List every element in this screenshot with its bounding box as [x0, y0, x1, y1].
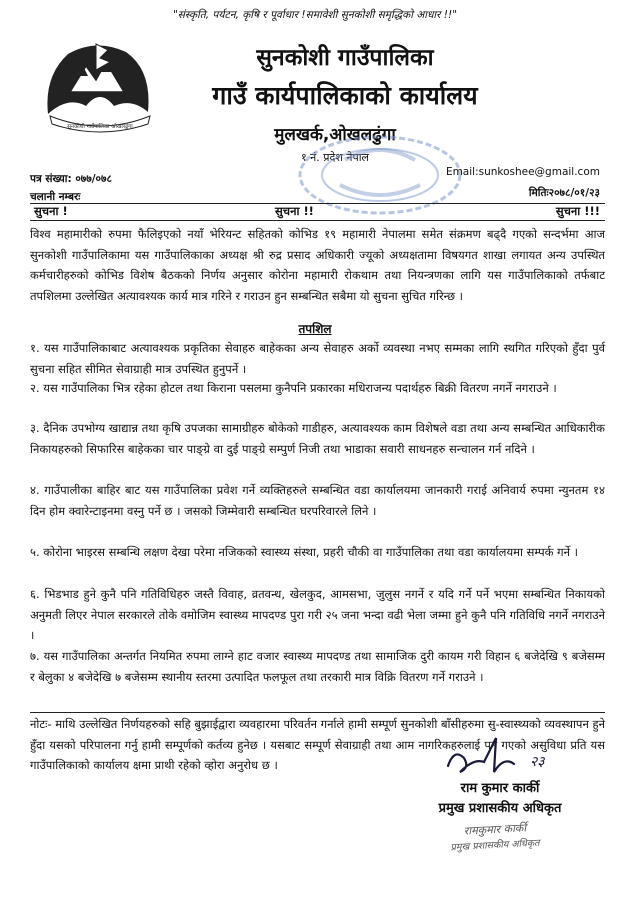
notice-center: सुचना !! — [275, 204, 314, 218]
signatory-name: राम कुमार कार्की — [460, 781, 540, 796]
stamp-position: प्रमुख प्रशासकीय अधिकृत — [450, 837, 540, 854]
notice-right: सुचना !!! — [555, 204, 600, 218]
list-item: ३. दैनिक उपभोग्य खाद्यान्न तथा कृषि उपजका सामाग्रीहरु बोकेको गाडीहरु, अत्यावश्यक काम विशेषले वडा तथा अन्य सम्बन्धित आधिकारीक निकायहरुको सिफारिस बाहेकका चार पाङ्ग्रे वा दुई पाङ्ग्रे सम्पुर्ण निजी तथा भाडाका सवारी साधनहरु सन्चालन गर्न नदिने । — [30, 421, 605, 456]
svg-text:सुनकोशी गाउँपालिका ओखलढुंगा: सुनकोशी गाउँपालिका ओखलढुंगा — [67, 124, 133, 130]
municipality-name: सुनकोशी गाउँपालिका — [256, 45, 434, 71]
header-divider — [30, 203, 605, 204]
notice-divider — [30, 220, 605, 221]
list-item: ४. गाउँपालीका बाहिर बाट यस गाउँपालिका प्रवेश गर्ने व्यक्तिहरुले सम्बन्धित वडा कार्यालयमा जानकारी गराई अनिवार्य रुपमा न्युनतम १४ दिन होम क्वारेन्टाइनमा वस्नु पर्ने छ । जसको जिम्मेवारी सम्बन्धित घरपरिवारले लिने । — [30, 483, 605, 518]
note-divider — [30, 712, 605, 713]
province-label: १ नं. प्रदेश नेपाल — [300, 151, 370, 164]
note-paragraph: नोटः- माथि उल्लेखित निर्णयहरुको सहि बुझाईद्वारा व्यवहारमा परिवर्तन गर्नाले हामी सम्पूर्ण सुनकोशी बाँसीहरुमा सु-स्वास्थ्यको व्यवस्थापन हुने हुँदा यसको परिपालना गर्नु हामी सम्पूर्णको कर्तव्य हुनेछ । यसबाट सम्पूर्ण सेवाग्राही तथा आम नागरिकहरुलाई पर्न गएको असुविधा प्रति यस गाउँपालिकाको कार्यालय क्षमा प्राथी रहेको व्होरा अनुरोध छ । — [30, 717, 605, 772]
dispatch-number: चलानी नम्बरः — [30, 191, 81, 203]
notice-left: सुचना ! — [34, 204, 68, 218]
signatory-position: प्रमुख प्रशासकीय अधिकृत — [438, 801, 562, 816]
office-name: गाउँ कार्यपालिकाको कार्यालय — [212, 81, 478, 110]
email: Email:sunkoshee@gmail.com — [445, 166, 600, 178]
list-heading: तपशिल — [298, 322, 332, 336]
list-item: १. यस गाउँपालिकाबाट अत्यावश्यक प्रकृतिका सेवाहरु बाहेकका अन्य सेवाहरु अर्को व्यवस्था नभए सम्मका लागि स्थगित गरिएको हुँदा पुर्व सुचना सहित सीमित सेवाग्राही मात्र उपस्थित हुनुपर्ने । — [30, 341, 605, 376]
letter-date: मितिः२०७८/०१/२३ — [528, 187, 600, 199]
stamp-name: रामकुमार कार्की — [463, 821, 527, 838]
intro-paragraph: विश्व महामारीको रुपमा फैलिइएको नयाँ भेरियन्ट सहितको कोभिड १९ महामारी नेपालमा समेत संक्रमण बढ्दै गएको सन्दर्भमा आज सुनकोशी गाउँपालिकामा यस गाउँपालिकाका अध्यक्ष श्री रुद्र प्रसाद अधिकारी ज्यूको अध्यक्षतामा विषयगत शाखा लगायत अन्य उपस्थित कर्मचारीहरुको कोभिड विशेष बैठकको निर्णय अनुसार कोरोना महामारी रोकथाम तथा नियन्त्रणका लागि यस गाउँपालिकाको तर्फबाट तपशिलमा उल्लेखित अत्यावश्यक कार्य मात्र गरिने र गराउन हुन सम्बन्धित सबैमा यो सुचना सुचित गरिन्छ । — [30, 227, 605, 303]
list-item: २. यस गाउँपालिका भित्र रहेका होटल तथा किराना पसलमा कुनैपनि प्रकारका मधिराजन्य पदार्थहरु बिक्री वितरण नगर्ने नगराउने । — [30, 381, 557, 395]
signature-date: २३ — [530, 754, 545, 770]
list-item: ७. यस गाउँपालिका अन्तर्गत नियमित रुपमा लाग्ने हाट वजार स्वास्थ्य मापदण्ड तथा सामाजिक दुरी कायम गरी विहान ६ बजेदेखि ९ बजेसम्म र बेलुका ४ बजेदेखि ७ बजेसम्म स्थानीय स्तरमा उत्पादित फलफूल तथा तरकारी मात्र विक्रि वितरण गर्ने गराउने । — [30, 649, 605, 684]
letter-number: पत्र संख्या: ०७७/०७८ — [30, 173, 112, 185]
motto: "संस्कृति, पर्यटन, कृषि र पूर्वाधार !समावेशी सुनकोशी समृद्धिको आधार !!" — [172, 9, 458, 21]
list-item: ६. भिडभाड हुने कुनै पनि गतिविधिहरु जस्तै विवाह, व्रतवन्ध, खेलकुद, आमसभा, जुलुस नगर्ने र यदि गर्ने पर्ने भएमा सम्बन्धित निकायको अनुमती लिएर नेपाल सरकारले तोके वमोजिम स्वास्थ्य मापदण्ड पुरा गरी २५ जना भन्दा वढी भेला जम्मा हुने कुनै पनि गतिविधि नगर्ने नगराउने । — [30, 587, 605, 642]
list-item: ५. कोरोना भाइरस सम्बन्धि लक्षण देखा परेमा नजिकको स्वास्थ्य संस्था, प्रहरी चौकी वा गाउँपालिका तथा वडा कार्यालयमा सम्पर्क गर्ने । — [30, 545, 578, 559]
office-address: मुलखर्क,ओखलढुंगा — [274, 125, 396, 145]
